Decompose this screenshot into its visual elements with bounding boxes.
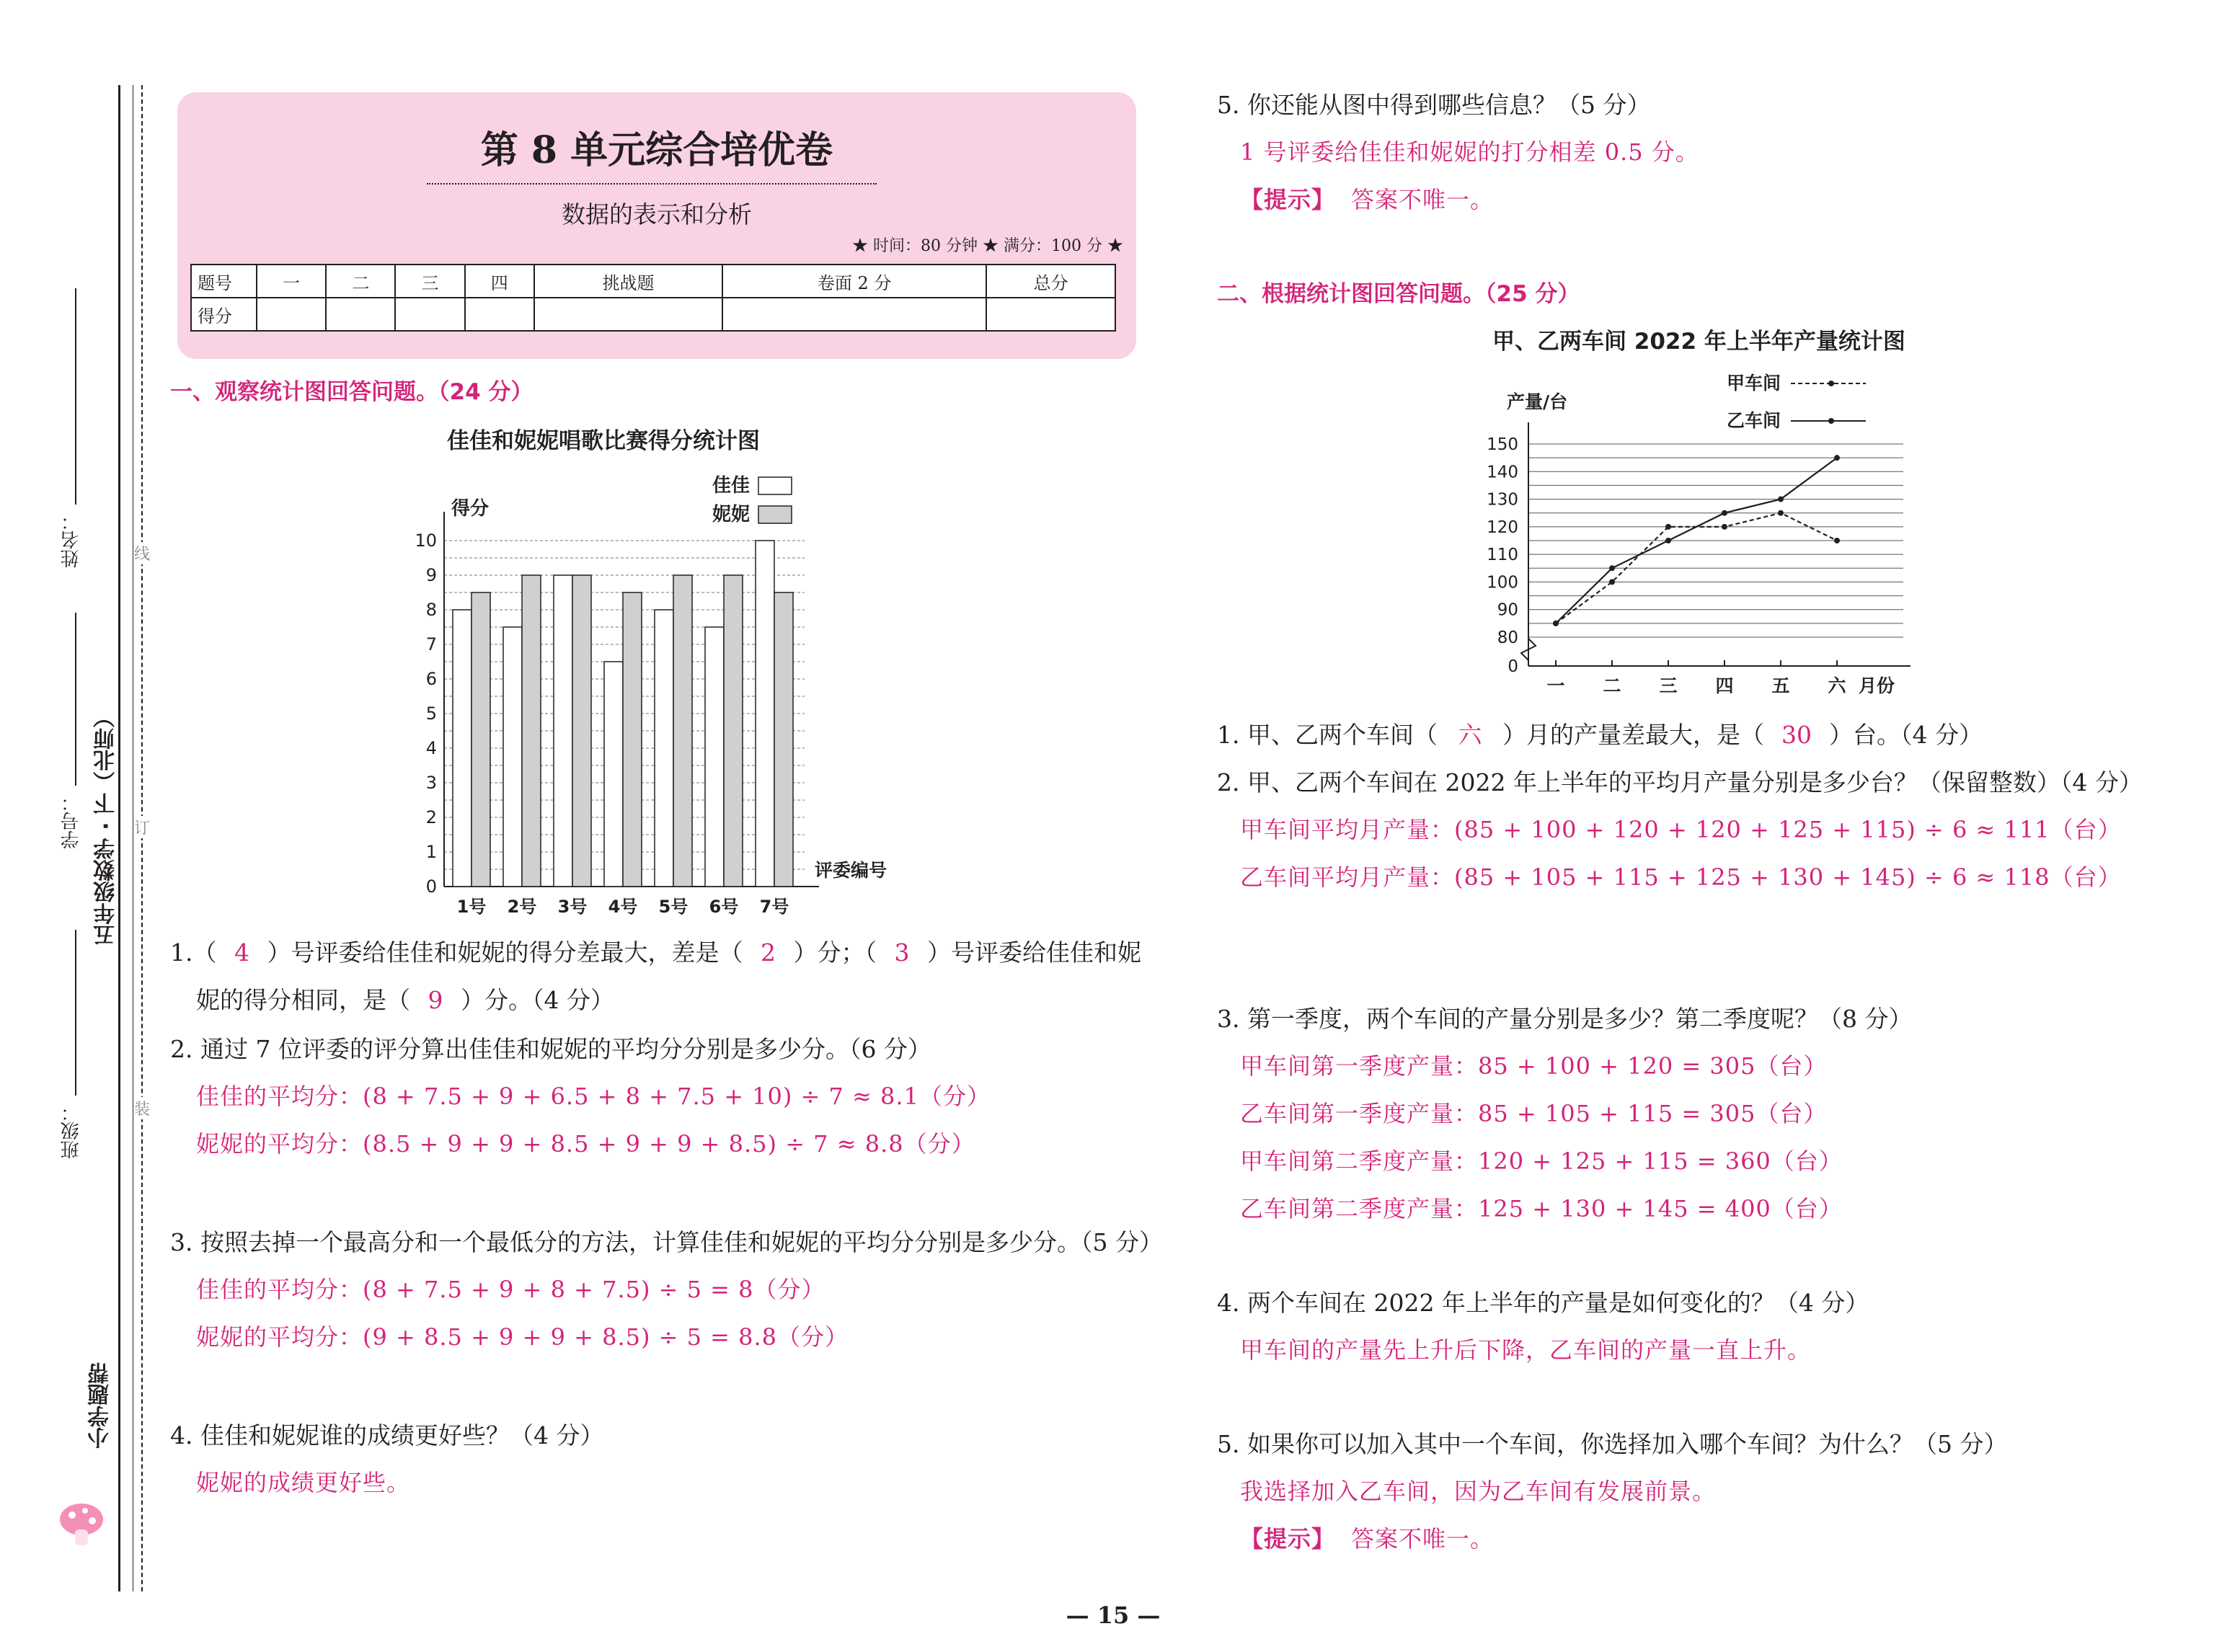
s2-q1-text: ）台。（4 分） xyxy=(1828,721,1983,749)
s1-q5-hint xyxy=(1240,182,1494,215)
s1-q3-answer2: 妮妮的平均分：(9 + 8.5 + 9 + 9 + 8.5) ÷ 5 = 8.8（分） xyxy=(196,1323,849,1351)
y-tick-label: 80 xyxy=(1497,629,1518,647)
bar-jiajia xyxy=(453,610,471,887)
brand-label: 小学题帮 xyxy=(88,1362,113,1449)
y-tick-label: 4 xyxy=(425,738,437,758)
page-title: 第 8 单元综合培优卷 xyxy=(480,128,833,172)
s2-q3: 3. 第一季度，两个车间的产量分别是多少？第二季度呢？（8 分） xyxy=(1217,1005,1913,1033)
data-point xyxy=(1609,565,1615,571)
legend-label: 佳佳 xyxy=(712,475,750,497)
s2-q1-blank2[interactable]: 30 xyxy=(1781,721,1812,749)
s1-q1-text: ）分；（ xyxy=(793,938,877,967)
x-axis-label: 评委编号 xyxy=(815,860,887,881)
section2-title: 二、根据统计图回答问题。（25 分） xyxy=(1217,281,1580,307)
line-chart xyxy=(1471,360,1932,706)
s1-q2-answer2: 妮妮的平均分：(8.5 + 9 + 9 + 8.5 + 9 + 9 + 8.5) ÷ 7 ≈ 8.8（分） xyxy=(196,1130,975,1158)
page-subtitle: 数据的表示和分析 xyxy=(562,200,752,228)
exam-meta: ★ 时间：80 分钟 ★ 满分：100 分 ★ xyxy=(852,237,1123,255)
section1-title: 一、观察统计图回答问题。（24 分） xyxy=(170,379,533,405)
table-header-cell: 卷面 2 分 xyxy=(722,265,986,298)
binding-mark-zhuang: 装 xyxy=(134,1097,150,1119)
legend-marker xyxy=(1828,381,1834,386)
hint-tag: 【提示】 xyxy=(1240,1525,1336,1553)
s1-q4: 4. 佳佳和妮妮谁的成绩更好些？（4 分） xyxy=(170,1421,604,1449)
s2-q4: 4. 两个车间在 2022 年上半年的产量是如何变化的？（4 分） xyxy=(1217,1289,1869,1317)
data-point xyxy=(1722,510,1727,516)
table-header-cell: 三 xyxy=(395,265,464,298)
legend-label: 乙车间 xyxy=(1726,410,1781,431)
bar-chart xyxy=(404,461,887,923)
y-tick-label: 0 xyxy=(425,876,437,897)
bar-jiajia xyxy=(655,610,673,887)
legend-marker xyxy=(1828,418,1834,424)
score-cell[interactable] xyxy=(395,298,464,331)
s1-q1-line1 xyxy=(170,934,1141,968)
y-tick-label: 5 xyxy=(425,703,437,724)
y-tick-label: 140 xyxy=(1487,463,1518,482)
legend-swatch xyxy=(758,477,792,494)
x-tick-label: 5号 xyxy=(658,897,689,917)
s1-q3: 3. 按照去掉一个最高分和一个最低分的方法，计算佳佳和妮妮的平均分分别是多少分。（5 分） xyxy=(170,1228,1163,1256)
s2-q2-answer1: 甲车间平均月产量：(85 + 100 + 120 + 120 + 125 + 115) ÷ 6 ≈ 111（台） xyxy=(1240,816,2122,843)
y-tick-label: 9 xyxy=(425,565,437,585)
s1-q1-text: 妮的得分相同，是（ xyxy=(196,986,410,1014)
x-tick-label: 2号 xyxy=(507,897,537,917)
x-tick-label: 3号 xyxy=(557,897,588,917)
binding-line-inner xyxy=(141,85,143,1591)
data-point xyxy=(1834,455,1840,461)
legend-label: 甲车间 xyxy=(1726,373,1781,394)
s1-q1-blank1[interactable]: 4 xyxy=(234,938,249,967)
score-cell[interactable] xyxy=(465,298,534,331)
data-point xyxy=(1722,524,1727,530)
x-tick-label: 1号 xyxy=(456,897,487,917)
class-field[interactable] xyxy=(75,930,76,1096)
bar-nini xyxy=(774,592,793,887)
s1-q1-text: ）号评委给佳佳和妮妮的得分差最大，差是（ xyxy=(267,938,743,967)
binding-mark-xian: 线 xyxy=(134,542,150,564)
bar-chart-title: 佳佳和妮妮唱歌比赛得分统计图 xyxy=(447,428,760,454)
s2-q2: 2. 甲、乙两个车间在 2022 年上半年的平均月产量分别是多少台？（保留整数）（4 分） xyxy=(1217,768,2143,796)
student-id-label: 学号： xyxy=(61,793,82,849)
s1-q4-answer1: 妮妮的成绩更好些。 xyxy=(196,1469,411,1496)
s1-q5-answer1: 1 号评委给佳佳和妮妮的打分相差 0.5 分。 xyxy=(1240,138,1699,166)
y-tick-label: 8 xyxy=(425,600,437,620)
s2-q3-answer1: 甲车间第一季度产量：85 + 100 + 120 = 305（台） xyxy=(1240,1052,1828,1080)
student-id-field[interactable] xyxy=(75,613,76,786)
data-point xyxy=(1553,621,1559,626)
name-field[interactable] xyxy=(75,288,76,505)
s1-q5: 5. 你还能从图中得到哪些信息？（5 分） xyxy=(1217,91,1651,119)
x-tick-label: 二 xyxy=(1603,675,1621,696)
s1-q1-blank3[interactable]: 3 xyxy=(894,938,910,967)
s2-q3-answer3: 甲车间第二季度产量：120 + 125 + 115 = 360（台） xyxy=(1240,1147,1843,1175)
y-tick-label: 1 xyxy=(425,842,437,862)
y-tick-label: 130 xyxy=(1487,490,1518,510)
bar-jiajia xyxy=(604,662,623,887)
s2-q3-answer2: 乙车间第一季度产量：85 + 105 + 115 = 305（台） xyxy=(1240,1100,1828,1127)
s2-q5-hint xyxy=(1240,1521,1494,1554)
table-header-cell: 挑战题 xyxy=(534,265,722,298)
data-point xyxy=(1778,510,1784,516)
data-point xyxy=(1834,538,1840,543)
score-cell[interactable] xyxy=(257,298,326,331)
title-divider xyxy=(427,183,877,185)
score-table-header-row xyxy=(191,265,1115,298)
x-tick-label: 4号 xyxy=(608,897,638,917)
s2-q1-blank1[interactable]: 六 xyxy=(1458,721,1482,749)
hint-text: 答案不唯一。 xyxy=(1351,1525,1495,1553)
bar-jiajia xyxy=(503,627,522,887)
score-table xyxy=(190,264,1116,332)
page-number: — 15 — xyxy=(1066,1602,1161,1629)
table-header-cell: 一 xyxy=(257,265,326,298)
bar-nini xyxy=(623,592,642,887)
legend-swatch xyxy=(758,506,792,523)
x-tick-label: 三 xyxy=(1659,675,1678,696)
bar-jiajia xyxy=(756,541,774,887)
data-point xyxy=(1665,538,1671,543)
data-point xyxy=(1609,579,1615,585)
x-tick-label: 六 xyxy=(1828,675,1846,696)
s1-q3-answer1: 佳佳的平均分：(8 + 7.5 + 9 + 8 + 7.5) ÷ 5 = 8（分） xyxy=(196,1276,825,1303)
s2-q1 xyxy=(1217,716,1983,750)
s1-q1-text: 1.（ xyxy=(170,938,217,967)
table-row-label: 得分 xyxy=(191,298,257,331)
y-axis-label: 产量/台 xyxy=(1507,391,1568,412)
score-table-score-row xyxy=(191,298,1115,331)
data-point xyxy=(1665,524,1671,530)
score-cell[interactable] xyxy=(986,298,1115,331)
bar-nini xyxy=(572,575,591,887)
x-axis-label: 月份 xyxy=(1859,675,1895,696)
y-tick-label: 3 xyxy=(425,773,437,793)
s2-q2-answer2: 乙车间平均月产量：(85 + 105 + 115 + 125 + 130 + 145) ÷ 6 ≈ 118（台） xyxy=(1240,863,2122,891)
y-tick-label: 150 xyxy=(1487,435,1518,454)
score-cell[interactable] xyxy=(534,298,722,331)
s1-q1-text: ）号评委给佳佳和妮 xyxy=(927,938,1141,967)
s2-q5-answer1: 我选择加入乙车间，因为乙车间有发展前景。 xyxy=(1240,1478,1717,1505)
legend-label: 妮妮 xyxy=(712,504,750,525)
bar-nini xyxy=(673,575,692,887)
s2-q4-answer1: 甲车间的产量先上升后下降，乙车间的产量一直上升。 xyxy=(1240,1336,1812,1364)
s1-q1-line2 xyxy=(196,982,614,1016)
hint-text: 答案不唯一。 xyxy=(1351,186,1495,213)
x-tick-label: 一 xyxy=(1546,675,1565,696)
hint-tag: 【提示】 xyxy=(1240,186,1336,213)
s1-q2: 2. 通过 7 位评委的评分算出佳佳和妮妮的平均分分别是多少分。（6 分） xyxy=(170,1035,931,1063)
s1-q1-text: ）分。（4 分） xyxy=(461,986,614,1014)
x-tick-label: 五 xyxy=(1771,675,1790,696)
data-point xyxy=(1778,497,1784,502)
y-tick-label: 120 xyxy=(1487,518,1518,537)
y-tick-label: 10 xyxy=(415,530,437,551)
x-tick-label: 6号 xyxy=(709,897,739,917)
y-tick-label: 2 xyxy=(425,807,437,827)
y-tick-label: 90 xyxy=(1497,600,1518,620)
x-tick-label: 四 xyxy=(1715,675,1734,696)
s2-q5: 5. 如果你可以加入其中一个车间，你选择加入哪个车间？为什么？（5 分） xyxy=(1217,1430,2008,1458)
s2-q1-text: ）月的产量差最大，是（ xyxy=(1502,721,1764,749)
y-tick-label: 110 xyxy=(1487,546,1518,565)
table-header-cell: 总分 xyxy=(986,265,1115,298)
bar-nini xyxy=(471,592,490,887)
bar-nini xyxy=(522,575,541,887)
table-header-cell: 四 xyxy=(465,265,534,298)
binding-mark-ding: 订 xyxy=(134,816,150,838)
table-header-cell: 题号 xyxy=(191,265,257,298)
mushroom-logo xyxy=(56,1499,107,1550)
table-header-cell: 二 xyxy=(326,265,395,298)
y-tick-label: 0 xyxy=(1507,657,1518,676)
x-tick-label: 7号 xyxy=(759,897,789,917)
s2-q1-text: 1. 甲、乙两个车间（ xyxy=(1217,721,1438,749)
bar-jiajia xyxy=(705,627,724,887)
score-cell[interactable] xyxy=(722,298,986,331)
y-tick-label: 6 xyxy=(425,669,437,689)
s1-q1-blank4[interactable]: 9 xyxy=(428,986,443,1014)
name-label: 姓名： xyxy=(61,512,82,568)
y-tick-label: 100 xyxy=(1487,573,1518,592)
class-label: 班级： xyxy=(61,1103,82,1159)
y-tick-label: 7 xyxy=(425,634,437,654)
s1-q1-blank2[interactable]: 2 xyxy=(761,938,776,967)
s2-q3-answer4: 乙车间第二季度产量：125 + 130 + 145 = 400（台） xyxy=(1240,1195,1843,1222)
subject-label: 五年级数学 · 下（北师） xyxy=(94,706,119,946)
s1-q2-answer1: 佳佳的平均分：(8 + 7.5 + 9 + 6.5 + 8 + 7.5 + 10) ÷ 7 ≈ 8.1（分） xyxy=(196,1083,991,1110)
y-axis-label: 得分 xyxy=(451,498,490,520)
bar-nini xyxy=(724,575,743,887)
line-chart-title: 甲、乙两车间 2022 年上半年产量统计图 xyxy=(1492,329,1905,355)
bar-jiajia xyxy=(554,575,572,887)
score-cell[interactable] xyxy=(326,298,395,331)
